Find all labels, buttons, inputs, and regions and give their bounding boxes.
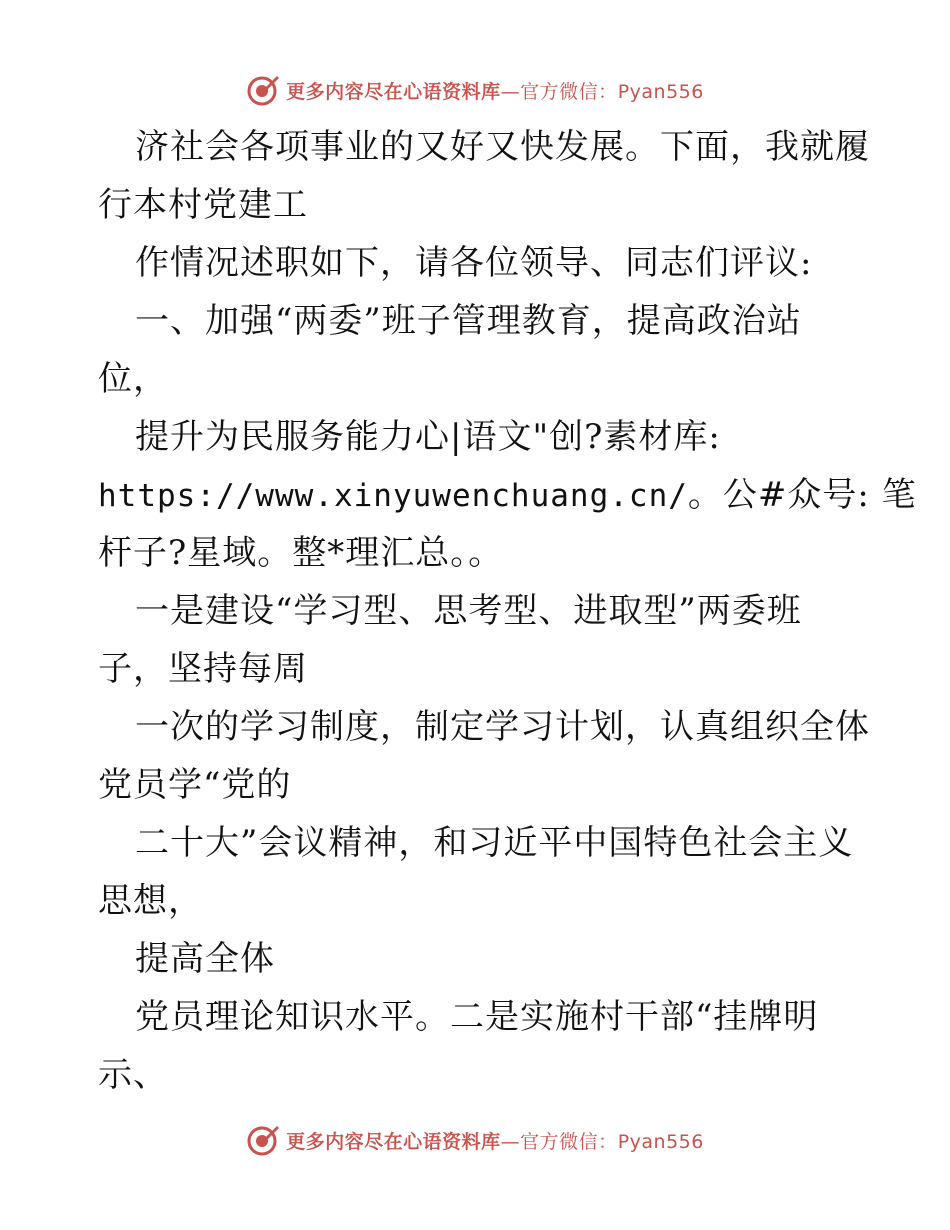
text-line: 杆子?星域。整*理汇总。。 (98, 533, 504, 573)
text-line: 二十大”会议精神，和习近平中国特色社会主义 (135, 823, 854, 863)
text-line: 一是建设“学习型、思考型、进取型”两委班 (135, 591, 802, 631)
text-line: 济社会各项事业的又好又快发展。下面，我就履 (135, 127, 870, 167)
text-line: 行本村党建工 (98, 185, 308, 225)
text-line: 一次的学习制度，制定学习计划，认真组织全体 (135, 707, 870, 747)
text-line: 党员学“党的 (98, 765, 292, 805)
brush-logo-icon (246, 1123, 280, 1157)
footer-banner (0, 1120, 950, 1160)
url-text: https://www.xinyuwenchuang.cn/ (98, 478, 688, 514)
text-line: 作情况述职如下，请各位领导、同志们评议: (135, 243, 813, 283)
text-line: 党员理论知识水平。二是实施村干部“挂牌明 (135, 997, 819, 1037)
banner-text: 更多内容尽在心语资料库—官方微信：Pyan556 (286, 1130, 704, 1153)
text-line: 子，坚持每周 (98, 649, 308, 689)
document-body (98, 118, 917, 1104)
text-line: 思想， (98, 881, 203, 921)
banner-text: 更多内容尽在心语资料库—官方微信：Pyan556 (286, 80, 704, 103)
text-line: 提升为民服务能力心|语文"创?素材库: (135, 417, 721, 457)
text-line: 示、 (98, 1055, 168, 1095)
brush-logo-icon (246, 73, 280, 107)
text-line: 提高全体 (135, 939, 275, 979)
text-line: 一、加强“两委”班子管理教育，提高政治站 (135, 301, 802, 341)
header-banner (0, 70, 950, 110)
url-suffix: 。公#众号: 笔 (687, 475, 917, 515)
text-line: 位， (98, 359, 168, 399)
text-line-url (98, 466, 917, 524)
